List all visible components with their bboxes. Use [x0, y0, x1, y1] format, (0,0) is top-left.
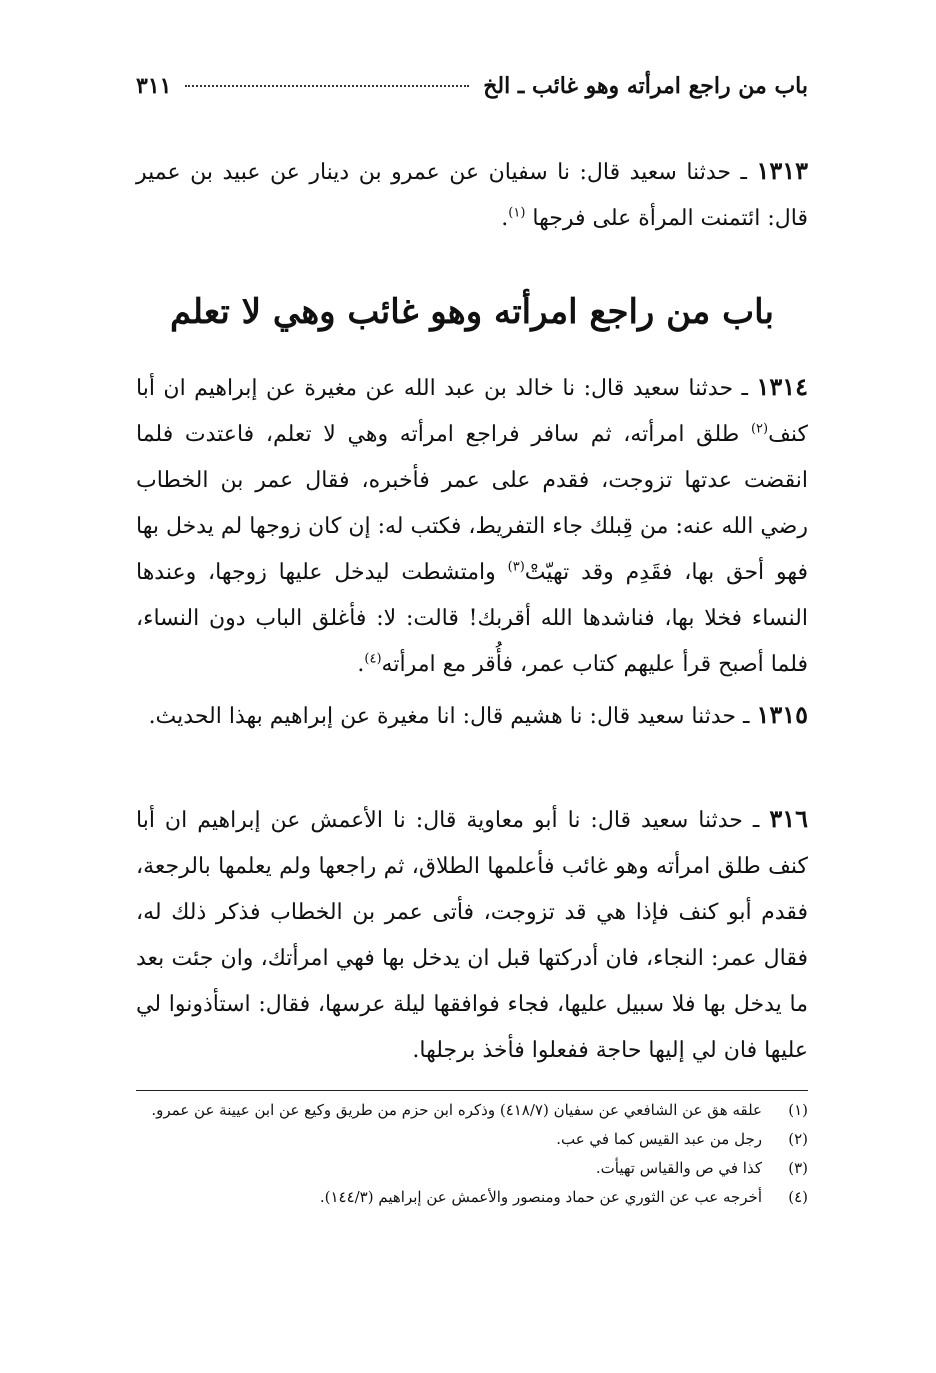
footnote-text: كذا في ص والقياس تهيأت. [595, 1159, 762, 1177]
footnote-number: (٤) [788, 1188, 808, 1206]
footnote-marker: (٣) [507, 559, 525, 575]
running-title: باب من راجع امرأته وهو غائب ـ الخ [483, 73, 808, 99]
hadith-number: ١٣١٤ [756, 372, 809, 401]
page-number: ٣١١ [136, 73, 172, 99]
footnote-number: (١) [788, 1101, 808, 1119]
footnote-separator [136, 1090, 808, 1091]
hadith-end: . [357, 652, 365, 677]
hadith-number: ٣١٦ [769, 804, 808, 833]
hadith-text-part-a: ـ حدثنا سعيد قال: نا خالد بن عبد الله عن مغيرة عن إبراهيم ان أبا كنف [136, 376, 808, 447]
hadith-1313 [136, 148, 808, 242]
footnote-item [136, 1096, 808, 1125]
footnote-text: أخرجه عب عن الثوري عن حماد ومنصور والأعمش عن إبراهيم (١٤٤/٣). [319, 1188, 762, 1206]
footnote-item [136, 1183, 808, 1212]
hadith-text: ـ حدثنا سعيد قال: نا أبو معاوية قال: نا الأعمش عن إبراهيم ان أبا كنف طلق امرأته وهو غائب فأعلمها الطلاق، ثم راجعها ولم يعلمها بالرجعة، فقدم أبو كنف فإذا هي قد تزوجت، فأتى عمر بن الخطاب فذكر ذلك له، فقال عمر: النجاء، فان أدركتها قبل ان يدخل بها فهي امرأتك، وان جئت بعد ما يدخل بها فلا سبيل عليها، فجاء فوافقها ليلة عرسها، فقال: استأذونوا لي عليها فان لي إليها حاجة ففعلوا فأخذ برجلها. [136, 808, 808, 1063]
footnote-number: (٣) [788, 1159, 808, 1177]
hadith-1314 [136, 364, 808, 688]
footnote-item [136, 1154, 808, 1183]
footnote-marker: (٤) [364, 651, 382, 667]
hadith-end: . [501, 206, 509, 231]
footnote-number: (٢) [788, 1130, 808, 1148]
hadith-text-part-b: طلق امرأته، ثم سافر فراجع امرأته وهي لا تعلم، فاعتدت فلما انقضت عدتها تزوجت، فقدم على عمر فأخبره، فقال عمر بن الخطاب رضي الله عنه: من قِبلك جاء التفريط، فكتب له: إن كان زوجها لم يدخل بها فهو أحق بها، فقَدِم وقد تهيّتْ [136, 422, 809, 585]
footnote-text: رجل من عبد القيس كما في عب. [556, 1130, 762, 1148]
hadith-text: ـ حدثنا سعيد قال: نا هشيم قال: انا مغيرة عن إبراهيم بهذا الحديث. [148, 704, 750, 729]
hadith-text-part-c: وامتشطت ليدخل عليها زوجها، وعندها النساء فخلا بها، فناشدها الله أقربك! قالت: لا: فأغلق الباب دون النساء، فلما أصبح قرأ عليهم كتاب عمر، فأُقر مع امرأته [136, 560, 808, 677]
hadith-1316 [136, 796, 808, 1074]
footnotes [136, 1096, 808, 1212]
hadith-number: ١٣١٣ [756, 156, 809, 185]
footnote-item [136, 1125, 808, 1154]
hadith-1315 [136, 692, 808, 740]
footnote-marker: (١) [508, 205, 526, 221]
header-dotted-leader [185, 85, 469, 87]
hadith-number: ١٣١٥ [756, 700, 808, 729]
chapter-title: باب من راجع امرأته وهو غائب وهي لا تعلم [170, 292, 774, 332]
running-header [136, 66, 808, 106]
footnote-marker: (٢) [750, 421, 769, 437]
hadith-text: ـ حدثنا سعيد قال: نا سفيان عن عمرو بن دينار عن عبيد بن عمير قال: ائتمنت المرأة على فرجها [136, 160, 808, 231]
footnote-text: علقه هق عن الشافعي عن سفيان (٤١٨/٧) وذكره ابن حزم من طريق وكيع عن ابن عيينة عن عمرو. [151, 1101, 762, 1119]
